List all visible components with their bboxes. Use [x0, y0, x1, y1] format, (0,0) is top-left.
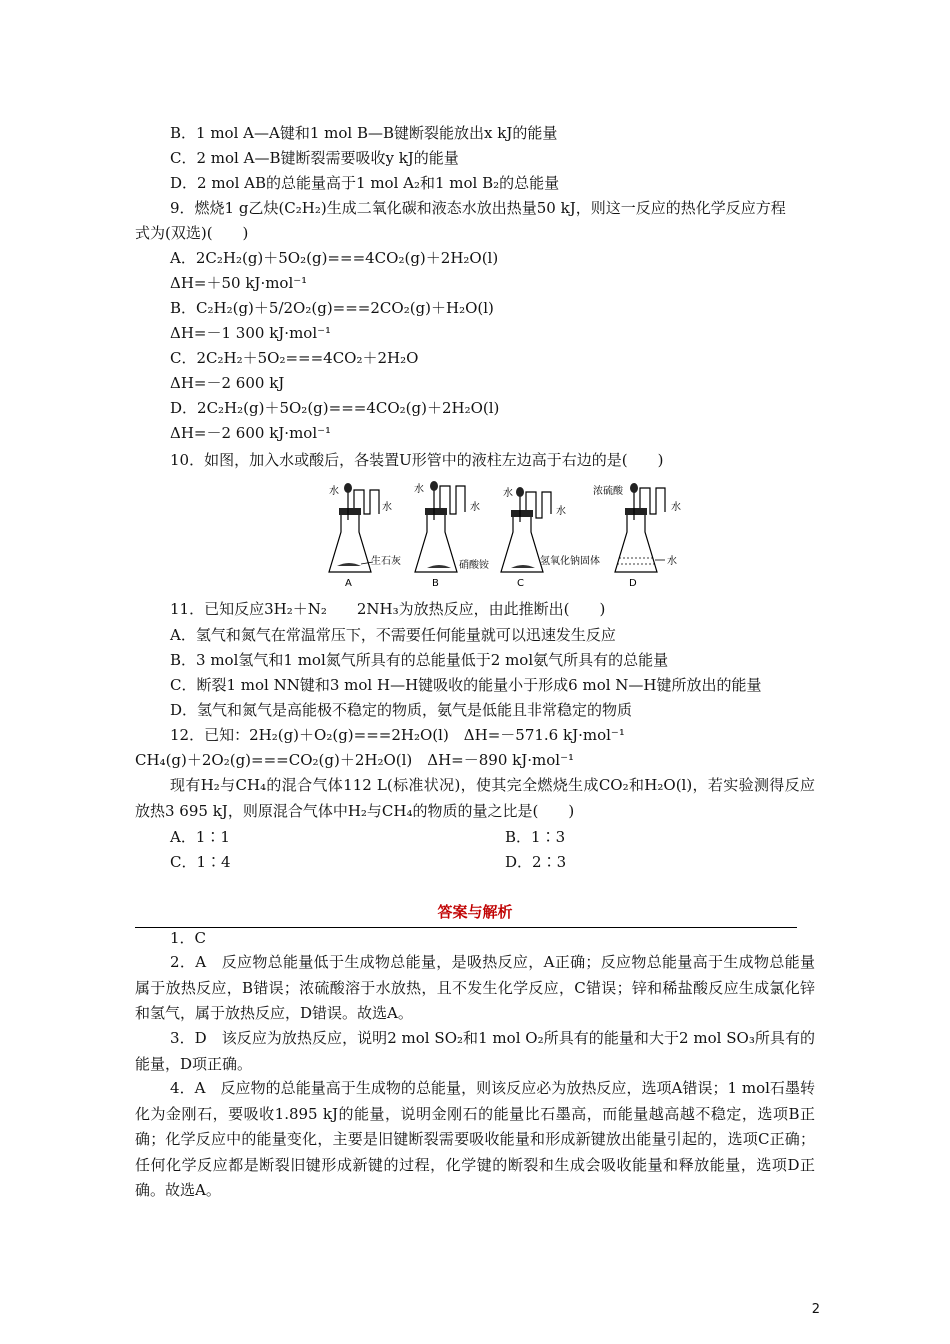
fig-label-tube-water-c: 水 [556, 506, 566, 517]
apparatus-d [593, 483, 681, 589]
q12-stem: 现有H₂与CH₄的混合气体112 L(标准状况)，使其完全燃烧生成CO₂和H₂O(l)，若实验测得反应放热3 695 kJ，则原混合气体中H₂与CH₄的物质的量之比是( ) [135, 776, 815, 820]
q9-option-c: C．2C₂H₂＋5O₂===4CO₂＋2H₂O [170, 349, 419, 367]
q9-option-d-dh: ΔH=－2 600 kJ·mol⁻¹ [170, 424, 332, 442]
fig-label-water-b: 水 [414, 484, 424, 495]
fig-label-quicklime: 生石灰 [371, 556, 401, 567]
answers-divider [135, 927, 797, 928]
answer-4: 4．A 反应物的总能量高于生成物的总能量，则该反应必为放热反应，选项A错误；1 mol石墨转化为金刚石，要吸收1.895 kJ的能量，说明金刚石的能量比石墨高，而能量越高越不稳定，选项B正确；化学反应中的能量变化，主要是旧键断裂需要吸收能量和形成新键放出能量引起的，选项C正确；任何化学反应都是断裂旧键形成新键的过程，化学键的断裂和生成会吸收能量和释放能量，选项D正确。故选A。 [135, 1079, 815, 1199]
fig-label-ammonium-nitrate: 硝酸铵 [459, 560, 489, 571]
q9-option-d: D．2C₂H₂(g)＋5O₂(g)===4CO₂(g)＋2H₂O(l) [170, 399, 500, 417]
fig-label-d: D [629, 578, 637, 589]
fig-label-water-a: 水 [329, 486, 339, 497]
fig-label-c: C [517, 578, 524, 589]
q8-option-b: B．1 mol A—A键和1 mol B—B键断裂能放出x kJ的能量 [170, 124, 558, 142]
fig-label-naoh: 氢氧化钠固体 [540, 556, 600, 567]
q9-option-c-dh: ΔH=－2 600 kJ [170, 374, 285, 392]
q9-option-a-dh: ΔH=＋50 kJ·mol⁻¹ [170, 274, 308, 292]
q12-option-a: A．1∶1 [170, 828, 230, 846]
fig-label-b: B [432, 578, 439, 589]
q9-stem-line1: 9．燃烧1 g乙炔(C₂H₂)生成二氧化碳和液态水放出热量50 kJ，则这一反应的热化学反应方程 [170, 199, 786, 217]
apparatus-c [501, 486, 600, 589]
fig-label-conc-sulfuric: 浓硫酸 [593, 486, 623, 497]
q9-option-b: B．C₂H₂(g)＋5/2O₂(g)===2CO₂(g)＋H₂O(l) [170, 299, 494, 317]
q12-option-d: D．2∶3 [505, 853, 567, 871]
q11-option-a: A．氢气和氮气在常温常压下，不需要任何能量就可以迅速发生反应 [170, 626, 616, 644]
fig-label-water-c: 水 [503, 488, 513, 499]
q10-apparatus-figure [315, 474, 695, 592]
answer-2: 2．A 反应物总能量低于生成物总能量，是吸热反应，A正确；反应物总能量高于生成物总能量属于放热反应，B错误；浓硫酸溶于水放热，且不发生化学反应，C错误；锌和稀盐酸反应生成氯化锌和氢气，属于放热反应，D错误。故选A。 [135, 953, 815, 1022]
page-number: 2 [811, 1302, 820, 1317]
q12-option-b: B．1∶3 [505, 828, 566, 846]
q9-option-b-dh: ΔH=－1 300 kJ·mol⁻¹ [170, 324, 332, 342]
answers-heading: 答案与解析 [437, 903, 513, 921]
q11-option-d: D．氢气和氮气是高能极不稳定的物质，氨气是低能且非常稳定的物质 [170, 701, 633, 719]
answer-3: 3．D 该反应为放热反应，说明2 mol SO₂和1 mol O₂所具有的能量和大于2 mol SO₃所具有的能量，D项正确。 [135, 1029, 815, 1073]
fig-label-a: A [345, 578, 352, 589]
q10-stem: 10．如图，加入水或酸后，各装置U形管中的液柱左边高于右边的是( ) [170, 451, 664, 469]
q9-option-a: A．2C₂H₂(g)＋5O₂(g)===4CO₂(g)＋2H₂O(l) [170, 249, 499, 267]
fig-label-tube-water-b: 水 [470, 502, 480, 513]
apparatus-b [414, 481, 490, 589]
q11-option-b: B．3 mol氢气和1 mol氮气所具有的总能量低于2 mol氨气所具有的总能量 [170, 651, 669, 669]
answer-1: 1．C [170, 929, 207, 947]
q8-option-d: D．2 mol AB的总能量高于1 mol A₂和1 mol B₂的总能量 [170, 174, 560, 192]
q12-given-1: 12．已知：2H₂(g)＋O₂(g)===2H₂O(l) ΔH=－571.6 kJ·mol⁻¹ [170, 726, 625, 744]
q8-option-c: C．2 mol A—B键断裂需要吸收y kJ的能量 [170, 149, 459, 167]
q11-option-c: C．断裂1 mol NN键和3 mol H—H键吸收的能量小于形成6 mol N—H键所放出的能量 [170, 676, 762, 694]
q9-stem-line2: 式为(双选)( ) [135, 224, 249, 242]
q12-given-2: CH₄(g)＋2O₂(g)===CO₂(g)＋2H₂O(l) ΔH=－890 kJ·mol⁻¹ [135, 751, 575, 769]
q11-stem: 11．已知反应3H₂＋N₂ 2NH₃为放热反应，由此推断出( ) [170, 600, 606, 618]
fig-label-tube-water-a: 水 [382, 502, 392, 513]
q12-option-c: C．1∶4 [170, 853, 231, 871]
fig-label-tube-water-d: 水 [671, 502, 681, 513]
apparatus-a [329, 483, 401, 589]
fig-label-water-in-flask: 水 [667, 556, 677, 567]
